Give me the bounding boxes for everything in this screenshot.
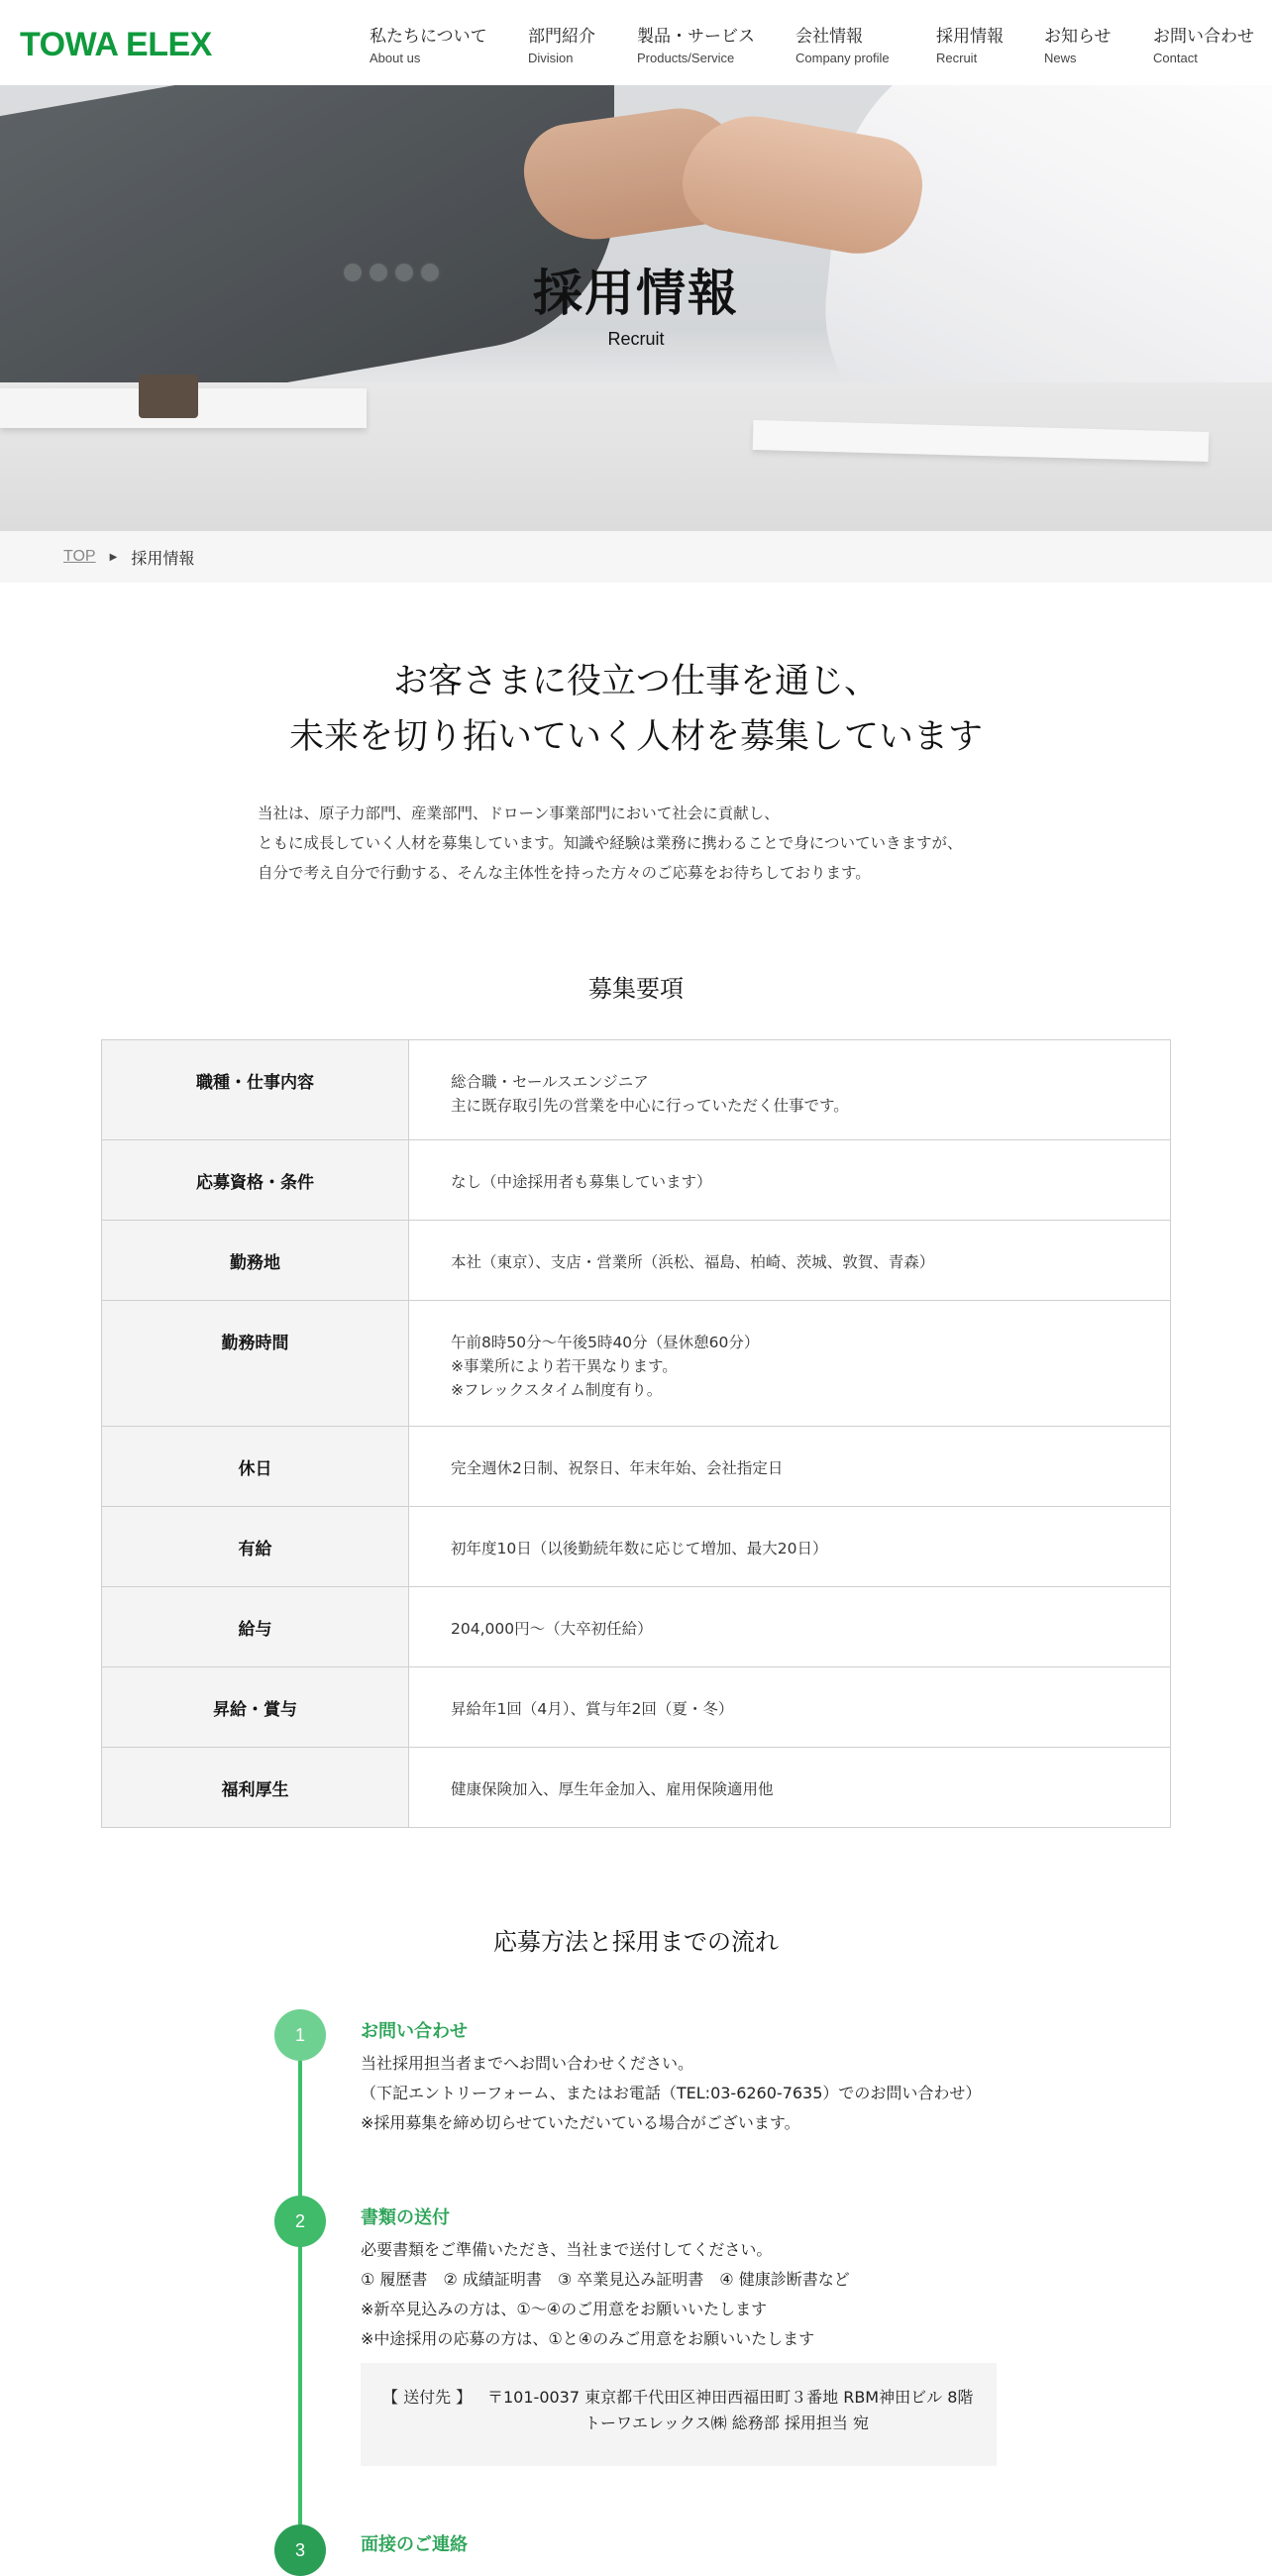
table-cell: 健康保険加入、厚生年金加入、雇用保険適用他 <box>451 1780 774 1798</box>
step-title: 書類の送付 <box>361 2207 450 2228</box>
address-label: 【 送付先 】 <box>382 2388 473 2407</box>
table-header-cell: 応募資格・条件 <box>102 1140 409 1220</box>
nav-label: 私たちについて <box>370 27 487 47</box>
step-title: 面接のご連絡 <box>361 2534 468 2555</box>
intro-text <box>258 799 1030 888</box>
intro-heading <box>0 654 1272 765</box>
nav-sublabel: Products/Service <box>637 51 735 65</box>
table-header-cell: 給与 <box>102 1587 409 1666</box>
address-line: トーワエレックス㈱ 総務部 採用担当 宛 <box>584 2414 869 2432</box>
site-header <box>0 0 1272 85</box>
table-header-cell: 有給 <box>102 1507 409 1586</box>
nav-sublabel: Division <box>528 51 574 65</box>
nav-sublabel: About us <box>370 51 421 65</box>
table-cell: 総合職・セールスエンジニア 主に既存取引先の営業を中心に行っていただく仕事です。 <box>451 1073 849 1115</box>
table-cell: なし（中途採用者も募集しています） <box>451 1173 712 1191</box>
intro-text-line: ともに成長していく人材を募集しています。知識や経験は業務に携わることで身についていきますが、 <box>258 834 963 852</box>
intro-text-line: 当社は、原子力部門、産業部門、ドローン事業部門において社会に貢献し、 <box>258 805 780 822</box>
step-number-badge: 1 <box>274 2009 326 2061</box>
step-body: 必要書類をご準備いただき、当社まで送付してください。 ① 履歴書 ② 成績証明書 ③ 卒業見込み証明書 ④ 健康診断書など ※新卒見込みの方は、①〜④のご用意をお願いいたします ※中途採用の応募の方は、①と④のみご用意をお願いいたします <box>361 2240 850 2348</box>
page-title: 採用情報 <box>533 265 739 322</box>
step-number-badge: 2 <box>274 2196 326 2247</box>
table-row <box>102 1507 1170 1587</box>
table-header-cell: 福利厚生 <box>102 1748 409 1827</box>
hero-banner <box>0 85 1272 531</box>
nav-sublabel: News <box>1044 51 1077 65</box>
nav-label: 製品・サービス <box>637 27 755 47</box>
table-cell: 本社（東京）、支店・営業所（浜松、福島、柏崎、茨城、敦賀、青森） <box>451 1253 935 1271</box>
nav-label: お知らせ <box>1044 27 1112 47</box>
chevron-right-icon: ▶ <box>109 551 118 563</box>
nav-item-contact[interactable] <box>1153 22 1272 65</box>
global-nav <box>370 22 1272 65</box>
table-header-cell: 昇給・賞与 <box>102 1667 409 1747</box>
table-row <box>102 1140 1170 1221</box>
table-row <box>102 1748 1170 1827</box>
timeline-line <box>298 2036 302 2551</box>
table-row <box>102 1667 1170 1748</box>
requirements-title: 募集要項 <box>588 975 684 1003</box>
breadcrumb-current: 採用情報 <box>131 548 195 568</box>
table-cell: 初年度10日（以後勤続年数に応じて増加、最大20日） <box>451 1540 828 1557</box>
step-body: 当社採用担当者までへお問い合わせください。 （下記エントリーフォーム、またはお電話（TEL:03-6260-7635）でのお問い合わせ） ※採用募集を締め切らせていただいている場合がございます。 <box>361 2054 982 2132</box>
nav-item-news[interactable] <box>1044 22 1153 65</box>
nav-label: 採用情報 <box>936 27 1004 47</box>
table-header-cell: 職種・仕事内容 <box>102 1040 409 1139</box>
nav-label: お問い合わせ <box>1153 27 1254 47</box>
table-row <box>102 1301 1170 1427</box>
nav-sublabel: Company profile <box>795 51 890 65</box>
flow-title: 応募方法と採用までの流れ <box>493 1928 779 1956</box>
page-subtitle: Recruit <box>607 329 665 349</box>
table-row <box>102 1427 1170 1507</box>
nav-item-products[interactable] <box>637 22 795 65</box>
nav-label: 会社情報 <box>795 27 863 47</box>
intro-heading-line: 未来を切り拓いていく人材を募集しています <box>288 717 983 757</box>
nav-item-company[interactable] <box>795 22 936 65</box>
table-row <box>102 1221 1170 1301</box>
nav-item-division[interactable] <box>528 22 637 65</box>
site-logo[interactable]: TOWA ELEX <box>20 26 212 63</box>
table-cell: 完全週休2日制、祝祭日、年末年始、会社指定日 <box>451 1459 784 1477</box>
nav-item-about[interactable] <box>370 22 528 65</box>
breadcrumb-top-link[interactable]: TOP <box>63 548 96 565</box>
intro-text-line: 自分で考え自分で行動する、そんな主体性を持った方々のご応募をお待ちしております。 <box>258 864 871 882</box>
table-header-cell: 勤務時間 <box>102 1301 409 1426</box>
nav-item-recruit[interactable] <box>936 22 1044 65</box>
requirements-table <box>101 1039 1171 1828</box>
table-row <box>102 1040 1170 1140</box>
address-box <box>361 2363 997 2466</box>
table-cell: 午前8時50分〜午後5時40分（昼休憩60分） ※事業所により若干異なります。 ※フレックスタイム制度有り。 <box>451 1334 760 1399</box>
breadcrumb <box>0 531 1272 583</box>
table-row <box>102 1587 1170 1667</box>
table-cell: 204,000円〜（大卒初任給） <box>451 1620 653 1638</box>
step-title: お問い合わせ <box>361 2021 468 2042</box>
intro-heading-line: お客さまに役立つ仕事を通じ、 <box>392 662 879 701</box>
table-cell: 昇給年1回（4月）、賞与年2回（夏・冬） <box>451 1700 734 1718</box>
nav-sublabel: Recruit <box>936 51 978 65</box>
address-line: 〒101-0037 東京都千代田区神田西福田町３番地 RBM神田ビル 8階 <box>487 2388 974 2407</box>
nav-label: 部門紹介 <box>528 27 595 47</box>
table-header-cell: 勤務地 <box>102 1221 409 1300</box>
table-header-cell: 休日 <box>102 1427 409 1506</box>
nav-sublabel: Contact <box>1153 51 1198 65</box>
step-number-badge: 3 <box>274 2524 326 2576</box>
